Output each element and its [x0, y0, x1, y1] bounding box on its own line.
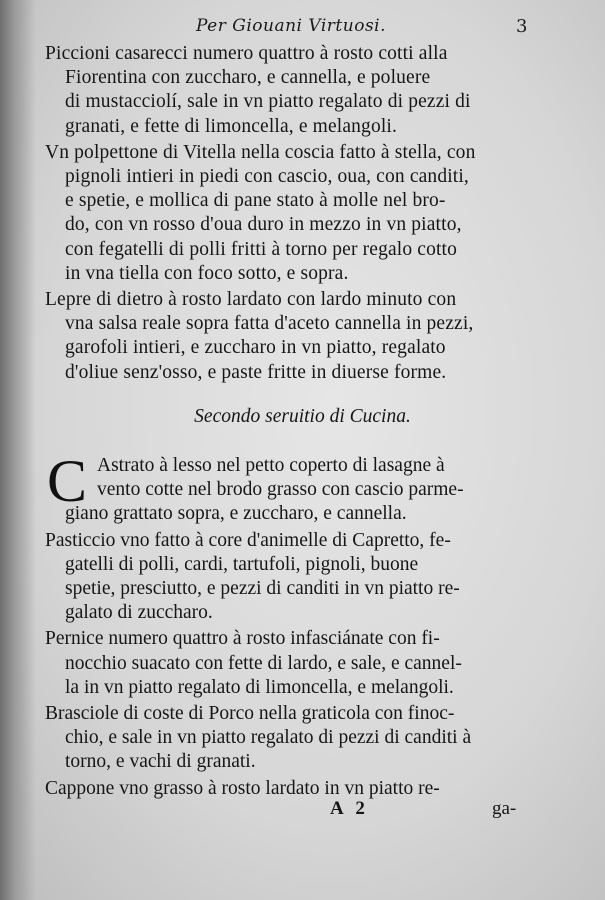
recipe-entry [45, 141, 555, 286]
recipe-entry [45, 529, 555, 626]
text-line: Astrato à lesso nel petto coperto di lasagne à [97, 455, 445, 476]
text-line: spetie, presciutto, e pezzi di canditi in vn piatto re- [65, 578, 460, 600]
text-line: di mustacciolí, sale in vn piatto regalato di pezzi di [65, 91, 471, 113]
text-line: galato di zuccharo. [65, 602, 213, 624]
text-line: Pasticcio vno fatto à core d'animelle di Capretto, fe- [45, 529, 451, 551]
signature-mark: A 2 [330, 798, 369, 819]
text-line: vna salsa reale sopra fatta d'aceto cannella in pezzi, [65, 313, 474, 335]
recipe-entry [45, 288, 555, 385]
recipe-entry [45, 627, 555, 700]
text-line: d'oliue senz'osso, e paste fritte in diuerse forme. [65, 361, 447, 383]
recipe-entry [45, 42, 555, 139]
text-line: Cappone vno grasso à rosto lardato in vn piatto re- [45, 777, 440, 799]
text-line: la in vn piatto regalato di limoncella, e melangoli. [65, 676, 454, 698]
text-line: gatelli di polli, cardi, tartufoli, pignoli, buone [65, 553, 419, 575]
text-line: Pernice numero quattro à rosto infasciánate con fi- [45, 628, 440, 650]
text-line: Fiorentina con zuccharo, e cannella, e poluere [65, 67, 431, 89]
text-line: in vna tiella con foco sotto, e sopra. [65, 262, 349, 284]
text-line: nocchio suacato con fette di lardo, e sale, e cannel- [65, 652, 462, 674]
running-head [0, 16, 605, 38]
catchword: ga- [492, 798, 517, 819]
text-line: con fegatelli di polli fritti à torno per regalo cotto [65, 238, 458, 260]
text-line: Lepre di dietro à rosto lardato con lardo minuto con [45, 289, 457, 311]
text-line: e spetie, e mollica di pane stato à molle nel bro- [65, 190, 446, 212]
text-line: granati, e fette di limoncella, e melangoli. [65, 115, 398, 137]
first-service-text [45, 42, 555, 387]
text-line: torno, e vachi di granati. [65, 751, 256, 773]
text-line: do, con vn rosso d'oua duro in mezzo in vn piatto, [65, 214, 462, 236]
text-line: garofoli intieri, e zuccharo in vn piatto, regalato [65, 337, 446, 359]
section-heading: Secondo seruitio di Cucina. [194, 406, 411, 427]
text-line: Piccioni casarecci numero quattro à rosto cotti alla [45, 43, 448, 64]
page-gutter-shadow [0, 0, 36, 900]
text-line: Vn polpettone di Vitella nella coscia fatto à stella, con [45, 141, 476, 163]
recipe-entry-dropcap [45, 448, 555, 527]
running-title: Per Giouani Virtuosi. [196, 16, 387, 36]
second-service-text [45, 448, 555, 803]
text-line: giano grattato sopra, e zuccharo, e cannella. [65, 503, 407, 525]
recipe-entry [45, 702, 555, 775]
drop-cap-initial: C [47, 448, 88, 514]
text-line: chio, e sale in vn piatto regalato di pezzi di canditi à [65, 727, 472, 749]
text-line: pignoli intieri in piedi con cascio, oua, con canditi, [65, 166, 469, 188]
text-line: Brasciole di coste di Porco nella graticola con finoc- [45, 703, 455, 725]
text-line: vento cotte nel brodo grasso con cascio parme- [97, 479, 464, 501]
page-footer [0, 798, 605, 824]
page-number: 3 [516, 16, 528, 37]
